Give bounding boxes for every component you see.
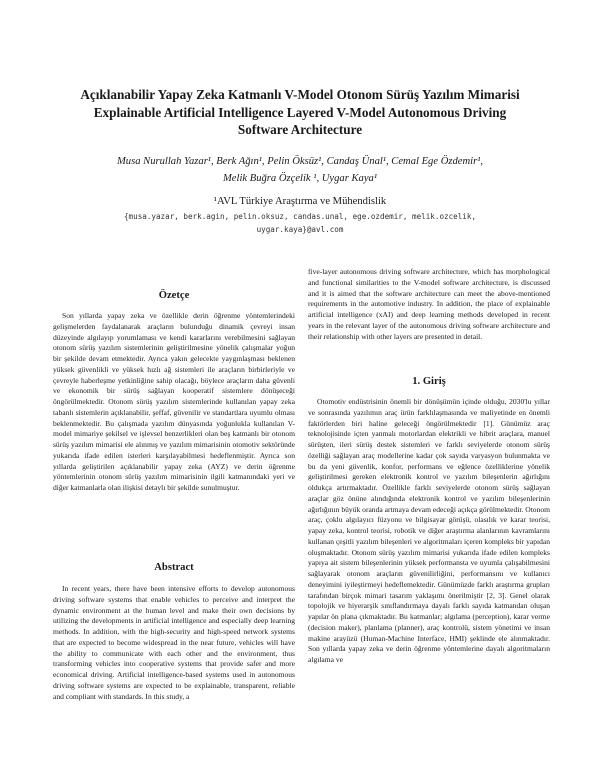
author-emails: [60, 211, 540, 236]
ozet-section: [53, 311, 295, 494]
giris-paragraph: Otomotiv endüstrisinin önemli bir dönüşümün içinde olduğu, 2030'lu yıllar ve sonrasında yazılımın araç ürün farklılaşmasında ve maliyetinde en önemli faktörlerden biri haline geleceği öngörülmektedir [1]. Günümüz araç teknolojisinde içten yanmalı motorlardan elektrikli ve hibrit araçlara, manuel sürüşten, ileri sürüş destek sistemleri ve farklı seviyelerde otonom sürüş özelliği sağlayan araç modellerine kadar çok sayıda varyasyon bulunmakta ve bu da yeni güvenlik, konfor, performans ve eğlence özelliklerine yönelik geliştirilmesi gereken elektronik kontrol ve yazılım bileşenlerin ağırlığını oldukça artırmaktadır. Özellikle farklı seviyelerde otonom sürüş sağlayan araçlar göz önüne alındığında elektronik kontrol ve yazılım bileşenlerinin ağırlığının büyük oranda artmaya devam edeceği açıkça görülmektedir. Otonom araç, çoklu algılayıcı füzyonu ve bilgisayar görüşü, olasılık ve karar teorisi, yapay zeka, kontrol teorisi, robotik ve diğer araştırma alanlarının kavramlarını kullanan çeşitli yazılım bileşenleri ve algoritmaları içeren kompleks bir yapıdan oluşmaktadır. Otonom sürüş yazılım mimarisi yukarıda ifade edilen kompleks yapıya ait sistem bileşenlerinin yüksek performansta ve uyumla çalışabilmesini sağlayarak otonom araçların güvenilirliğini, performansını ve kullanıcı deneyimini iyileştirmeyi hedeflemektedir. Günümüzde farklı araştırma grupları tarafından birçok mimari tasarım yaklaşımı önerilmiştir [2, 3]. Genel olarak topolojik ve hiyerarşik sınıflandırmaya dayalı farklı sayıda katmandan oluşan yapılar ön plana çıkmaktadır. Bu katmanlar; algılama (perception), karar verme (decision maker), planlama (planner), araç kontrolü, sistem yönetimi ve insan makine arayüzü (Human-Machine Interface, HMI) şeklinde ele alınmaktadır. Son yıllarda yapay zeka ve derin öğrenme yöntemlerine dayalı algoritmaların algılama ve: [308, 397, 550, 664]
abstract-heading: Abstract: [154, 562, 194, 573]
abstract-continuation: [308, 267, 550, 342]
abstract-continuation-paragraph: five-layer autonomous driving software architecture, which has morphological and functional similarities to the V-model software architecture, is discussed and it is aimed that the software architecture can meet the above-mentioned requirements in the automotive industry. In addition, the place of explainable artificial intelligence (xAI) and deep learning methods developed in recent years in the relevant layer of the autonomous driving software architecture and their relationship with other layers are presented in detail.: [308, 267, 550, 341]
emails-line2: uygar.kaya}@avl.com: [256, 224, 344, 234]
title-english-line1: Explainable Artificial Intelligence Layered V-Model Autonomous Driving: [93, 104, 507, 120]
authors-line2: Melik Buğra Özçelik ¹, Uygar Kaya¹: [222, 172, 378, 184]
abstract-section: [53, 584, 295, 702]
title-english-line2: Software Architecture: [237, 122, 363, 137]
title-turkish: Açıklanabilir Yapay Zeka Katmanlı V-Model Otonom Sürüş Yazılım Mimarisi: [80, 87, 520, 102]
affiliation: ¹AVL Türkiye Araştırma ve Mühendislik: [213, 196, 387, 207]
section-heading-giris: 1. Giriş: [412, 376, 446, 387]
ozet-heading: Özetçe: [158, 290, 190, 301]
paper-title: [30, 86, 570, 139]
emails-line1: {musa.yazar, berk.agin, pelin.oksuz, candas.unal, ege.ozdemir, melik.ozcelik,: [123, 212, 477, 221]
abstract-paragraph: In recent years, there have been intensive efforts to develop autonomous driving software systems that enable vehicles to perceive and interpret the dynamic environment at the human level and make their own decisions by utilizing the developments in artificial intelligence and especially deep learning methods. In addition, with the high-security and high-speed network systems that are expected to become widespread in the near future, vehicles will have the ability to communicate with each other and the environment, thus transforming vehicles into cooperative systems that provide safer and more economical driving. Artificial intelligence-based systems used in autonomous driving software systems are expected to be explainable, transparent, reliable and compliant with standards. In this study, a: [53, 584, 295, 701]
author-list: [40, 154, 560, 187]
ozet-paragraph: Son yıllarda yapay zeka ve özellikle derin öğrenme yöntemlerindeki gelişmelerden faydalanarak araçların bulunduğu dinamik çevreyi insan düzeyinde algılayıp yorumlaması ve kendi kararlarını verebilmesini sağlayan otonom sürüş yazılım sistemlerinin geliştirilmesine yönelik çalışmalar yoğun bir şekilde devam etmektedir. Ayrıca yakın gelecekte yaygınlaşması beklenen yüksek güvenlikli ve yüksek hızlı ağ sistemleri ile araçların birbirleriyle ve çevreyle haberleşme yetkinliğine sahip olacağı, böylece araçların daha güvenli ve ekonomik bir sürüş sağlayan kooperatif sistemlere dönüşeceği öngörülmektedir. Otonom sürüş yazılım sistemlerinde kullanılan yapay zeka tabanlı sistemlerin açıklanabilir, şeffaf, güvenilir ve standartlara uyumlu olması beklenmektedir. Bu çalışmada yazılım dünyasında yoğunlukla kullanılan V-model mimariye şekilsel ve işlevsel benzerlikleri olan beş katmanlı bir otonom sürüş yazılım mimarisi ele alınmış ve yazılım mimarisinin otomotiv sektöründe yukarıda ifade edilen isterleri karşılayabilmesi hedeflenmiştir. Ayrıca son yıllarda geliştirilen açıklanabilir yapay zeka (AYZ) ve derin öğrenme yöntemlerinin otonom sürüş yazılım mimarisinin ilgili katmanındaki yeri ve diğer katmanlarla olan ilişkisi detaylı bir şekilde sunulmuştur.: [53, 311, 295, 492]
giris-section: [308, 397, 550, 666]
authors-line1: Musa Nurullah Yazar¹, Berk Ağın¹, Pelin Öksüz¹, Candaş Ünal¹, Cemal Ege Özdemir¹,: [116, 156, 484, 167]
